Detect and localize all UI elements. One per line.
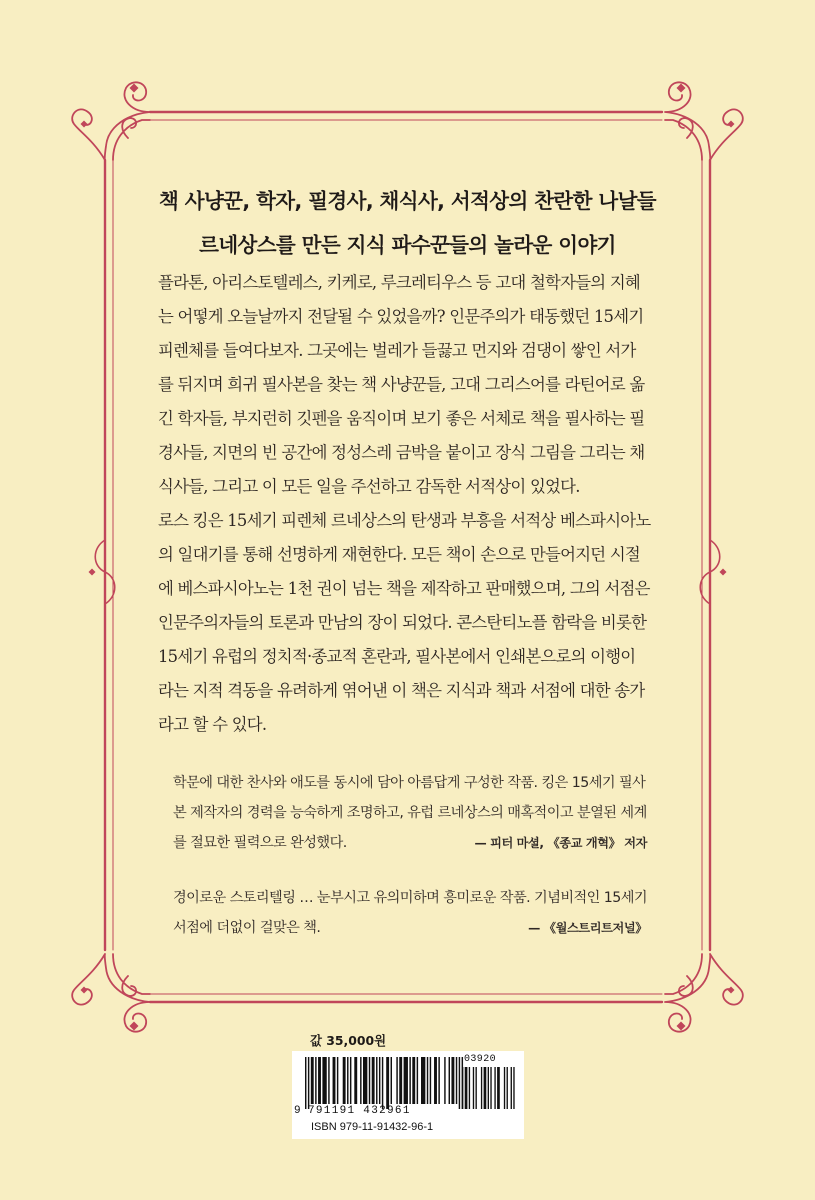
barcode-bar (451, 1057, 454, 1104)
barcode-bar (379, 1057, 380, 1104)
diamond-bottom-left (130, 1022, 139, 1031)
headline-line-1: 책 사냥꾼, 학자, 필경사, 채식사, 서적상의 찬란한 나날들 (159, 189, 656, 213)
barcode-digits: 791191 432961 (308, 1105, 411, 1117)
quote-line: 서점에 더없이 걸맞은 책. (173, 920, 321, 936)
barcode-addon-bar (473, 1067, 474, 1109)
barcode-bar (430, 1057, 431, 1104)
diamond-top-right (677, 84, 686, 93)
quote-line: 를 절묘한 필력으로 완성했다. (173, 835, 347, 851)
quote-line: 본 제작자의 경력을 능숙하게 조명하고, 유럽 르네상스의 매혹적이고 분열된 세계 (173, 805, 647, 821)
scroll-left-upper (95, 540, 105, 572)
body-line: 를 뒤지며 희귀 필사본을 찾는 책 사냥꾼들, 고대 그리스어를 라틴어로 옮 (158, 375, 645, 394)
body-line: 피렌체를 들여다보자. 그곳에는 벌레가 들끓고 먼지와 검댕이 쌓인 서가 (158, 341, 636, 360)
barcode-addon-bar (507, 1067, 508, 1109)
diamond-top-right-outer (728, 121, 735, 128)
barcode-addon-bar (513, 1067, 514, 1109)
isbn-number: ISBN 979-11-91432-96-1 (311, 1121, 434, 1133)
barcode-bar (444, 1057, 445, 1104)
barcode-addon-bar (469, 1067, 470, 1109)
barcode-bar (363, 1057, 367, 1104)
barcode-bar (333, 1057, 336, 1104)
barcode-bar (322, 1057, 326, 1104)
diamond-bottom-right (677, 1022, 686, 1031)
barcode-bar (427, 1057, 428, 1104)
barcode (292, 1051, 524, 1139)
barcode-bar (354, 1057, 357, 1104)
barcode-addon-bar (465, 1067, 468, 1109)
barcode-bar (360, 1057, 361, 1104)
barcode-bar (343, 1057, 346, 1104)
body-line: 식사들, 그리고 이 모든 일을 주선하고 감독한 서적상이 있었다. (158, 477, 580, 496)
barcode-bar (399, 1057, 402, 1104)
barcode-bar (412, 1057, 415, 1104)
barcode-bar (369, 1057, 370, 1104)
barcode-bar (350, 1057, 351, 1104)
quote-source: — 피터 마셜, 《종교 개혁》 저자 (474, 836, 647, 850)
diamond-top-left-outer (81, 121, 88, 128)
barcode-addon-bar (476, 1067, 477, 1109)
barcode-addon-bar (488, 1067, 489, 1109)
barcode-bar (376, 1057, 377, 1104)
body-line: 의 일대기를 통해 선명하게 재현한다. 모든 책이 손으로 만들어지던 시절 (158, 545, 641, 564)
quote-source: — 《월스트리트저널》 (528, 921, 647, 935)
barcode-bar (396, 1057, 397, 1104)
barcode-bar (417, 1057, 418, 1104)
barcode-bar (421, 1057, 425, 1104)
diamond-bottom-left-outer (81, 987, 88, 994)
body-line: 로스 킹은 15세기 피렌체 르네상스의 탄생과 부흥을 서적상 베스파시아노 (158, 511, 651, 530)
barcode-bar (318, 1057, 321, 1104)
barcode-bar (315, 1057, 316, 1104)
barcode-bar (456, 1057, 457, 1104)
body-line: 는 어떻게 오늘날까지 전달될 수 있었을까? 인문주의가 태동했던 15세기 (158, 307, 644, 326)
body-line: 긴 학자들, 부지런히 깃펜을 움직이며 보기 좋은 서체로 책을 필사하는 필 (158, 409, 645, 428)
headline-line-2: 르네상스를 만든 지식 파수꾼들의 놀라운 이야기 (199, 233, 616, 257)
barcode-addon-bar (511, 1067, 512, 1109)
barcode-bar (305, 1057, 306, 1109)
barcode-bar (308, 1057, 309, 1109)
diamond-bottom-right-outer (728, 987, 735, 994)
barcode-bar (328, 1057, 329, 1104)
barcode-bar (372, 1057, 375, 1104)
barcode-addon-bar (462, 1067, 463, 1109)
barcode-bar (449, 1057, 450, 1104)
body-line: 인문주의자들의 토론과 만남의 장이 되었다. 콘스탄티노플 함락을 비롯한 (158, 613, 647, 632)
body-line: 에 베스파시아노는 1천 권이 넘는 책을 제작하고 판매했으며, 그의 서점은 (158, 579, 650, 598)
diamond-left-middle (89, 569, 96, 576)
barcode-bar (404, 1057, 408, 1104)
body-line: 라는 지적 격동을 유려하게 엮어낸 이 책은 지식과 책과 서점에 대한 송가 (158, 681, 645, 700)
barcode-bar (409, 1057, 410, 1104)
barcode-bar (434, 1057, 437, 1104)
diamond-top-left (130, 84, 139, 93)
price-label: 값 35,000원 (310, 1033, 387, 1048)
barcode-addon-bar (481, 1067, 482, 1109)
barcode-addon-bar (484, 1067, 487, 1109)
quote-line: 학문에 대한 찬사와 애도를 동시에 담아 아름답게 구성한 작품. 킹은 15세기 필사 (173, 775, 646, 791)
barcode-bar (382, 1057, 383, 1109)
quote-line: 경이로운 스토리텔링 … 눈부시고 유의미하며 흥미로운 작품. 기념비적인 15세기 (173, 890, 648, 906)
barcode-bar (438, 1057, 439, 1104)
barcode-bar (347, 1057, 348, 1104)
scroll-right-upper (710, 540, 720, 572)
body-line: 라고 할 수 있다. (158, 715, 267, 734)
barcode-bar (459, 1057, 460, 1109)
barcode-addon-bar (490, 1067, 491, 1109)
body-line: 플라톤, 아리스토텔레스, 키케로, 루크레티우스 등 고대 철학자들의 지혜 (158, 273, 641, 292)
barcode-addon-bar (504, 1067, 505, 1109)
body-line: 15세기 유럽의 정치적·종교적 혼란과, 필사본에서 인쇄본으로의 이행이 (158, 647, 636, 666)
barcode-bar (311, 1057, 314, 1104)
barcode-addon-bar (497, 1067, 500, 1109)
barcode-addon-bar (494, 1067, 495, 1109)
barcode-bar (391, 1057, 392, 1104)
diamond-right-middle (720, 569, 727, 576)
barcode-bar (337, 1057, 338, 1104)
body-line: 경사들, 지면의 빈 공간에 정성스레 금박을 붙이고 장식 그림을 그리는 채 (158, 443, 645, 462)
barcode-lead-digit: 9 (294, 1105, 301, 1117)
barcode-bar (386, 1057, 389, 1109)
barcode-addon-digits: 03920 (464, 1054, 497, 1065)
